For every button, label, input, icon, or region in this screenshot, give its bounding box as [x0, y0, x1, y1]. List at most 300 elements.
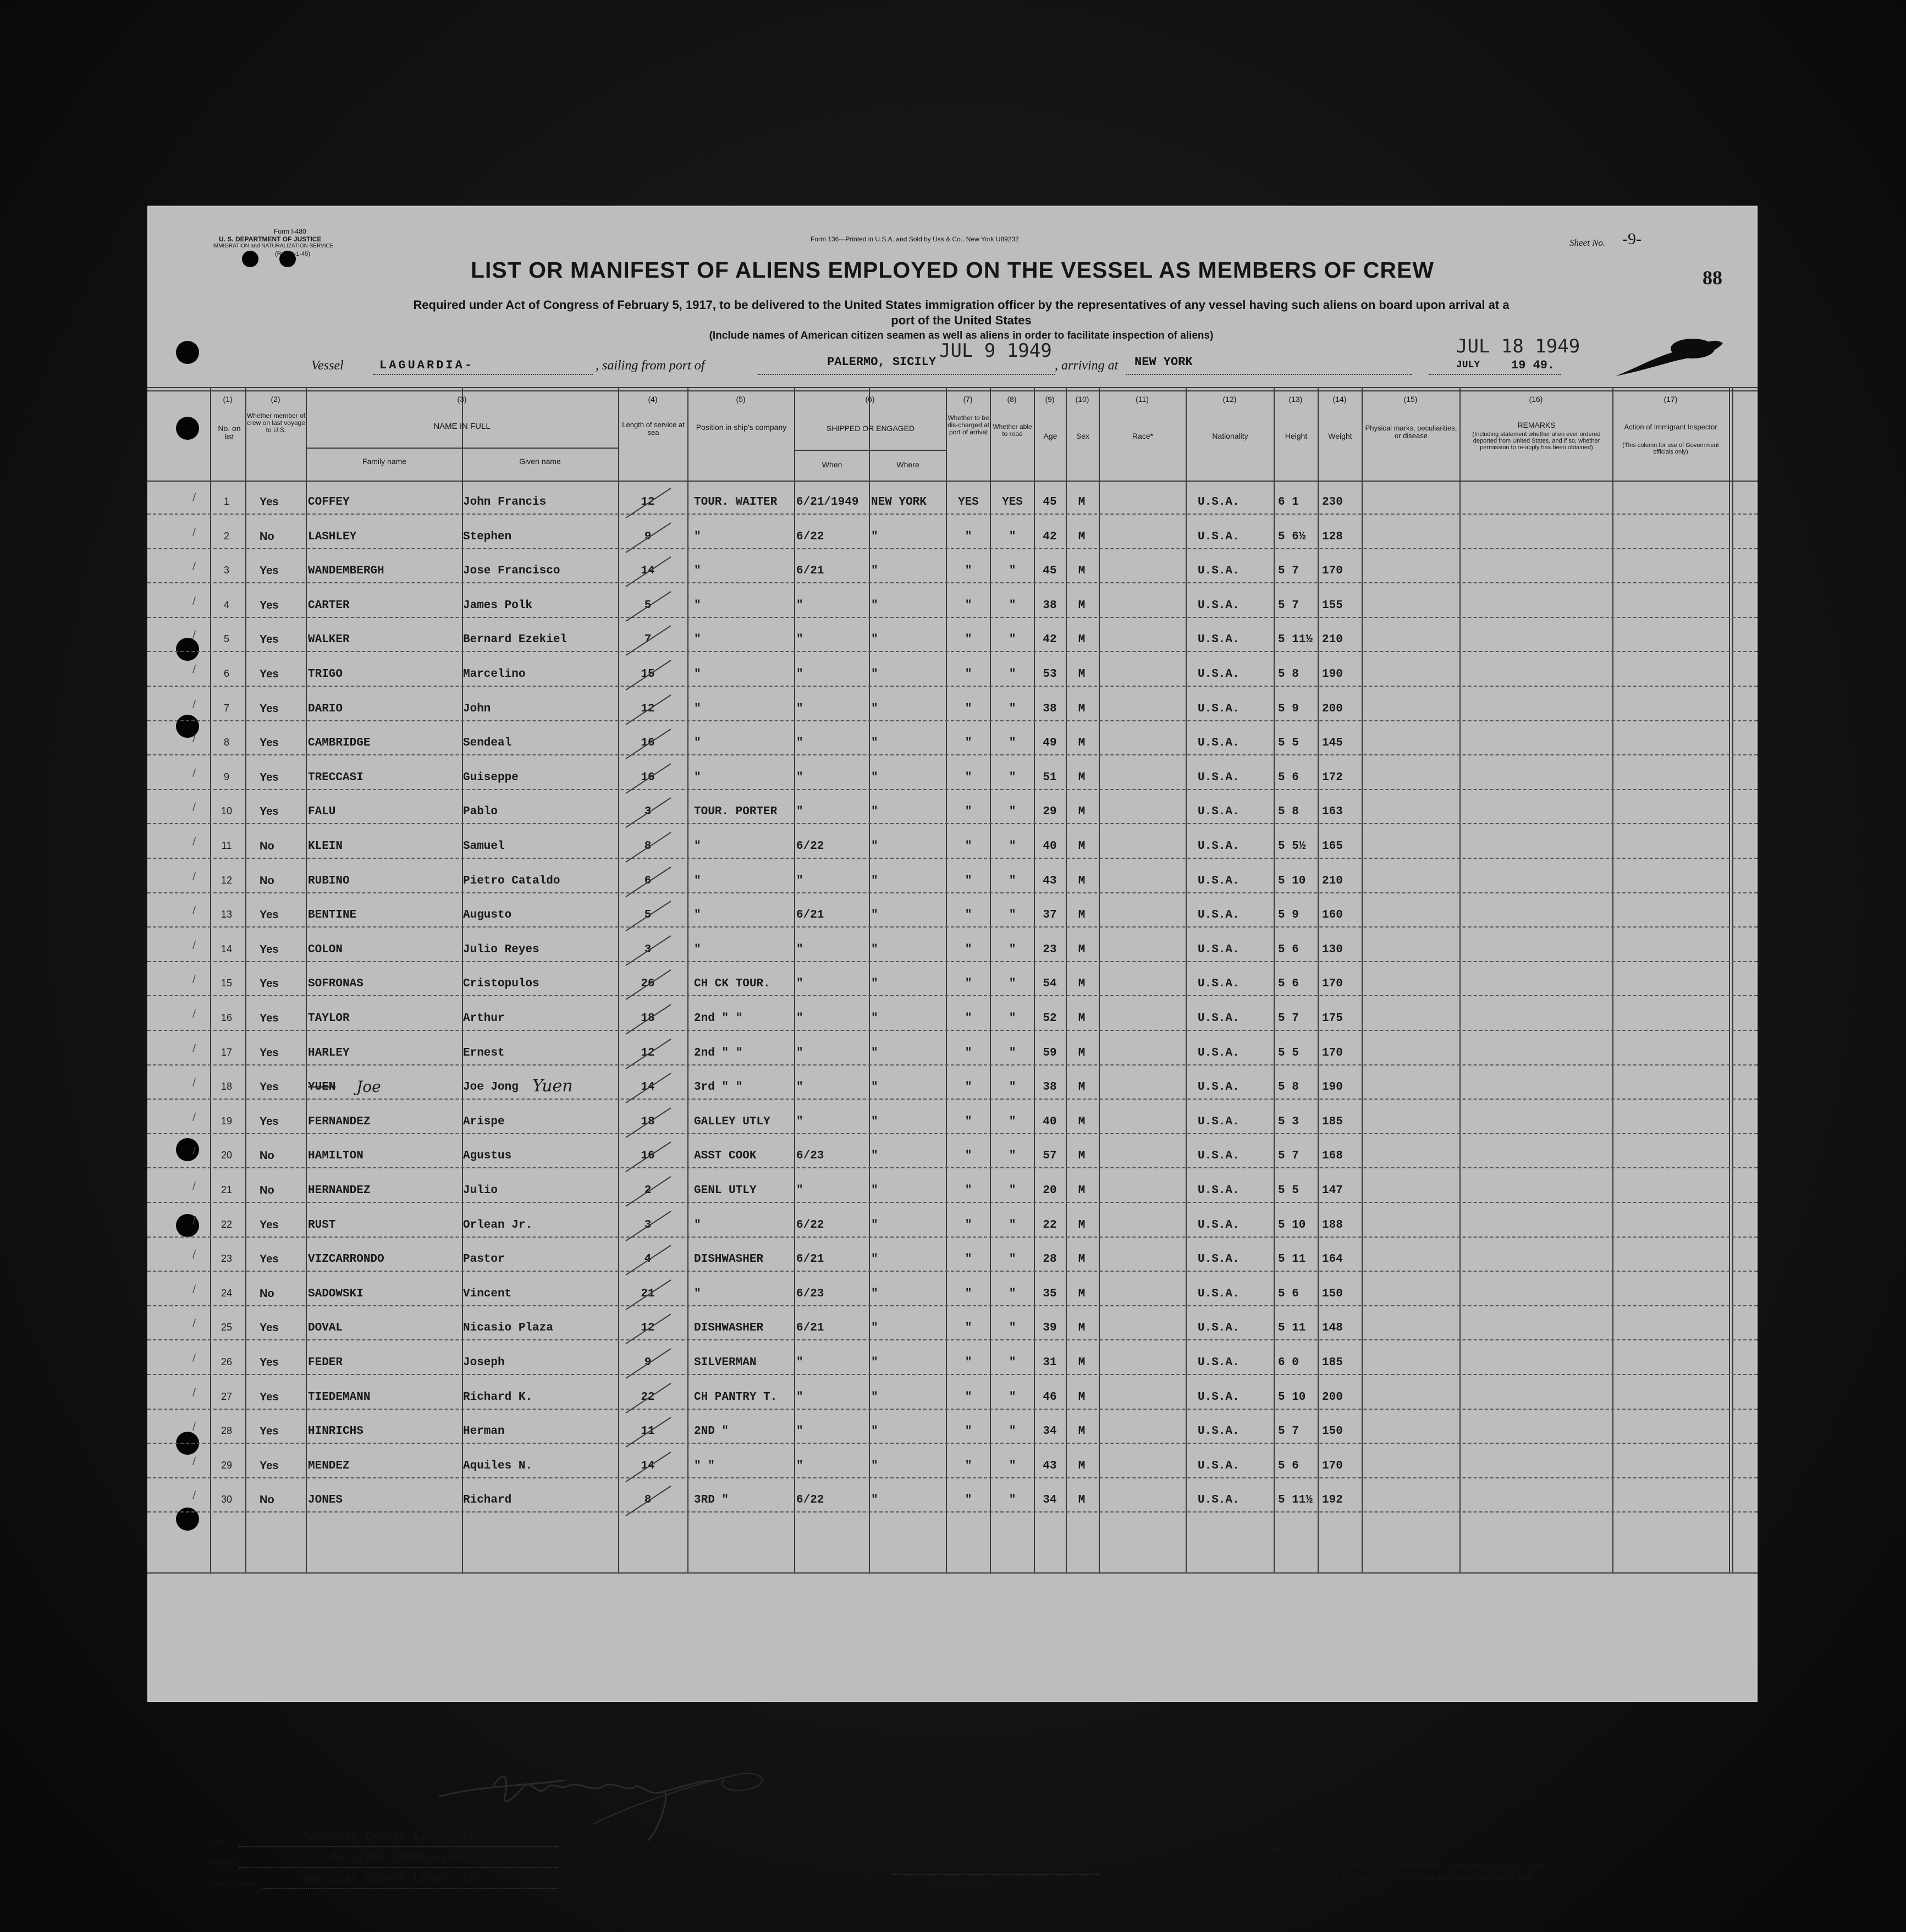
cell-when: ": [796, 599, 803, 612]
cell-prev-voyage: No: [260, 874, 274, 887]
cell-service: 9: [644, 1356, 652, 1369]
cell-read: ": [1009, 737, 1016, 750]
cell-given-name: Richard: [463, 1494, 512, 1507]
cell-when: 6/22: [796, 1218, 824, 1232]
hdr-when: When: [822, 460, 842, 469]
cell-prev-voyage: No: [260, 1494, 274, 1506]
cell-given-name: John Francis: [463, 496, 547, 509]
port-from: PALERMO, SICILY: [827, 355, 937, 369]
cell-family-name: MENDEZ: [308, 1459, 350, 1472]
cell-discharged: ": [965, 840, 972, 853]
cell-when: 6/21: [796, 565, 824, 578]
cell-sex: M: [1078, 943, 1086, 956]
cell-discharged: ": [965, 943, 972, 956]
row-number: 14: [221, 943, 233, 954]
cell-where: ": [871, 1115, 878, 1128]
row-number: 8: [223, 737, 229, 748]
row-number: 2: [223, 530, 229, 542]
cell-weight: 155: [1322, 599, 1343, 612]
cell-read: ": [1009, 1150, 1016, 1163]
pencil-check-stroke: [621, 1448, 676, 1486]
cell-age: 40: [1043, 840, 1057, 853]
cell-height: 5 6: [1278, 771, 1299, 784]
cell-read: ": [1009, 1253, 1016, 1266]
cell-discharged: ": [965, 633, 972, 647]
tick-mark: ∕: [192, 1145, 196, 1157]
cell-discharged: ": [965, 874, 972, 887]
cell-discharged: ": [965, 1218, 972, 1232]
row-number: 25: [221, 1322, 233, 1333]
cell-sex: M: [1078, 702, 1086, 715]
cell-nationality: U.S.A.: [1198, 1390, 1240, 1404]
cell-where: ": [871, 565, 878, 578]
cell-sex: M: [1078, 1459, 1086, 1472]
cell-sex: M: [1078, 1012, 1086, 1025]
column-number: (4): [648, 395, 658, 404]
cell-weight: 147: [1322, 1184, 1343, 1197]
cell-when: ": [796, 1390, 803, 1404]
column-number: (2): [271, 395, 280, 404]
cell-family-name: SADOWSKI: [308, 1287, 363, 1300]
column-divider: [1186, 387, 1187, 1572]
cell-family-name: DOVAL: [308, 1322, 343, 1335]
cell-age: 35: [1043, 1287, 1057, 1300]
cell-where: ": [871, 1494, 878, 1507]
row-rule: [147, 1511, 1758, 1513]
cell-given-name: Stephen: [463, 530, 512, 543]
hdr-service: Length of service at sea: [622, 421, 685, 437]
cell-service: 5: [644, 599, 652, 612]
pencil-check-stroke: [621, 1241, 676, 1279]
row-number: 27: [221, 1390, 233, 1402]
cell-given-name: Julio: [463, 1184, 498, 1197]
row-rule: [147, 1030, 1758, 1031]
cell-family-name: CAMBRIDGE: [308, 737, 371, 750]
cell-where: ": [871, 805, 878, 819]
cell-age: 43: [1043, 874, 1057, 887]
cell-when: ": [796, 874, 803, 887]
column-divider: [210, 387, 211, 1572]
hdr-race: Race*: [1132, 432, 1154, 440]
dept-line2: IMMIGRATION and NATURALIZATION SERVICE: [212, 243, 334, 249]
shipped-subheader-divider: [794, 450, 946, 451]
cell-when: 6/22: [796, 1494, 824, 1507]
cell-age: 57: [1043, 1150, 1057, 1163]
cell-height: 5 11½: [1278, 1494, 1313, 1507]
column-number: (6): [865, 395, 875, 404]
penalty-note-2: is punishable by a fine of ten dollars for each alien. See other side.: [1291, 1873, 1534, 1882]
hdr-height: Height: [1285, 432, 1308, 440]
cell-height: 5 8: [1278, 805, 1299, 819]
cell-age: 23: [1043, 943, 1057, 956]
cell-discharged: ": [965, 1425, 972, 1438]
cell-nationality: U.S.A.: [1198, 530, 1240, 543]
cell-prev-voyage: Yes: [260, 737, 279, 749]
cell-prev-voyage: Yes: [260, 1115, 279, 1128]
cell-weight: 168: [1322, 1150, 1343, 1163]
column-number: (9): [1045, 395, 1055, 404]
cell-read: ": [1009, 1184, 1016, 1197]
cell-nationality: U.S.A.: [1198, 943, 1240, 956]
cell-age: 34: [1043, 1425, 1057, 1438]
cell-service: 3: [644, 805, 652, 819]
table-top-border: [147, 387, 1758, 388]
pencil-check-stroke: [621, 1103, 676, 1142]
subtitle-port: port of the United States: [891, 313, 1032, 327]
row-rule: [147, 1133, 1758, 1134]
cell-service: 16: [641, 737, 655, 750]
cell-weight: 185: [1322, 1356, 1343, 1369]
pencil-check-stroke: [621, 484, 676, 522]
cell-sex: M: [1078, 1218, 1086, 1232]
pencil-check-stroke: [621, 725, 676, 763]
cell-age: 31: [1043, 1356, 1057, 1369]
cell-nationality: U.S.A.: [1198, 840, 1240, 853]
cell-service: 18: [641, 1115, 655, 1128]
footer-owners-value: U.S.Maritime Commission,: [302, 1852, 469, 1864]
tick-mark: ∕: [192, 870, 196, 882]
cell-weight: 210: [1322, 633, 1343, 647]
row-number: 5: [223, 633, 229, 645]
column-number: (15): [1403, 395, 1418, 404]
cell-prev-voyage: Yes: [260, 1322, 279, 1334]
cell-when: ": [796, 805, 803, 819]
cell-read: ": [1009, 565, 1016, 578]
pencil-check-stroke: [621, 656, 676, 694]
column-divider: [1034, 387, 1035, 1572]
cell-given-name: Samuel: [463, 840, 505, 853]
cell-sex: M: [1078, 1046, 1086, 1059]
handwritten-given-correction: Yuen: [532, 1077, 573, 1096]
cell-nationality: U.S.A.: [1198, 565, 1240, 578]
cell-height: 5 7: [1278, 599, 1299, 612]
cell-height: 6 1: [1278, 496, 1299, 509]
cell-prev-voyage: Yes: [260, 1012, 279, 1024]
cell-nationality: U.S.A.: [1198, 771, 1240, 784]
cell-nationality: U.S.A.: [1198, 1218, 1240, 1232]
footer-owners-label: Owners: [208, 1857, 237, 1868]
cell-family-name: JONES: [308, 1494, 343, 1507]
cell-height: 5 5: [1278, 1046, 1299, 1059]
pencil-check-stroke: [621, 1344, 676, 1383]
tick-mark: ∕: [192, 1421, 196, 1433]
cell-sex: M: [1078, 1425, 1086, 1438]
cell-age: 42: [1043, 633, 1057, 647]
cell-age: 34: [1043, 1494, 1057, 1507]
cell-discharged: ": [965, 737, 972, 750]
cell-discharged: ": [965, 1494, 972, 1507]
column-number: (7): [963, 395, 973, 404]
cell-nationality: U.S.A.: [1198, 1287, 1240, 1300]
cell-where: ": [871, 771, 878, 784]
cell-read: ": [1009, 1494, 1016, 1507]
row-number: 18: [221, 1081, 233, 1092]
cell-family-name: TIEDEMANN: [308, 1390, 371, 1404]
cell-age: 52: [1043, 1012, 1057, 1025]
tick-mark: ∕: [192, 1283, 196, 1295]
cell-where: ": [871, 1081, 878, 1094]
hdr-sex: Sex: [1076, 432, 1090, 440]
cell-position: ": [694, 565, 701, 578]
row-rule: [147, 1271, 1758, 1272]
cell-read: ": [1009, 1081, 1016, 1094]
row-number: 28: [221, 1425, 233, 1437]
hdr-physical: Physical marks, peculiarities, or disease: [1365, 424, 1457, 440]
cell-when: ": [796, 1356, 803, 1369]
cell-when: 6/22: [796, 530, 824, 543]
tick-mark: ∕: [192, 1489, 196, 1502]
tick-mark: ∕: [192, 664, 196, 675]
tick-mark: ∕: [192, 1042, 196, 1054]
vessel-label: Vessel: [311, 358, 344, 373]
column-divider: [1099, 387, 1100, 1572]
row-rule: [147, 995, 1758, 996]
cell-nationality: U.S.A.: [1198, 1253, 1240, 1266]
cell-when: ": [796, 1459, 803, 1472]
cell-age: 38: [1043, 1081, 1057, 1094]
cell-age: 20: [1043, 1184, 1057, 1197]
cell-sex: M: [1078, 1287, 1086, 1300]
cell-when: 6/23: [796, 1287, 824, 1300]
cell-height: 5 5: [1278, 737, 1299, 750]
cell-service: 14: [641, 1459, 655, 1472]
cell-discharged: ": [965, 1356, 972, 1369]
cell-age: 45: [1043, 496, 1057, 509]
cell-when: 6/22: [796, 840, 824, 853]
cell-read: ": [1009, 874, 1016, 887]
cell-read: ": [1009, 1012, 1016, 1025]
cell-read: ": [1009, 978, 1016, 991]
cell-weight: 170: [1322, 1459, 1343, 1472]
cell-weight: 188: [1322, 1218, 1343, 1232]
cell-sex: M: [1078, 840, 1086, 853]
column-number: (12): [1222, 395, 1237, 404]
cell-weight: 210: [1322, 874, 1343, 887]
table-bottom-border: [147, 1572, 1758, 1574]
cell-where: ": [871, 840, 878, 853]
cell-weight: 148: [1322, 1322, 1343, 1335]
cell-weight: 163: [1322, 805, 1343, 819]
cell-family-name: RUST: [308, 1218, 336, 1232]
pencil-check-stroke: [621, 793, 676, 832]
cell-when: ": [796, 771, 803, 784]
cell-given-name: Arispe: [463, 1115, 505, 1128]
cell-height: 5 3: [1278, 1115, 1299, 1128]
cell-weight: 192: [1322, 1494, 1343, 1507]
cell-position: ": [694, 840, 701, 853]
cell-given-name: John: [463, 702, 491, 715]
tick-mark: ∕: [192, 1111, 196, 1123]
row-number: 10: [221, 805, 233, 817]
cell-given-name: Pablo: [463, 805, 498, 819]
cell-position: GENL UTLY: [694, 1184, 757, 1197]
cell-weight: 200: [1322, 702, 1343, 715]
cell-weight: 165: [1322, 840, 1343, 853]
cell-read: ": [1009, 909, 1016, 922]
cell-position: 3RD ": [694, 1494, 729, 1507]
cell-where: ": [871, 530, 878, 543]
penalty-note-1: NOTE.—Failure to furnish full or correct information in columns (3), (5), (6), and (7): [1253, 1861, 1555, 1870]
pencil-check-stroke: [621, 759, 676, 798]
hdr-remarks-detail: (Including statement whether alien ever ordered deported from United States, and if so, whether permission to re-apply has been obtained): [1472, 431, 1601, 451]
row-number: 1: [223, 496, 229, 507]
cell-service: 11: [641, 1425, 655, 1438]
column-divider: [1362, 387, 1363, 1572]
cell-service: 8: [644, 840, 652, 853]
cell-height: 5 9: [1278, 702, 1299, 715]
cell-weight: 164: [1322, 1253, 1343, 1266]
cell-when: ": [796, 978, 803, 991]
cell-sex: M: [1078, 909, 1086, 922]
tick-mark: ∕: [192, 1008, 196, 1019]
row-number: 13: [221, 909, 233, 920]
row-rule: [147, 858, 1758, 859]
cell-where: ": [871, 943, 878, 956]
cell-prev-voyage: No: [260, 1287, 274, 1300]
cell-height: 5 7: [1278, 1425, 1299, 1438]
cell-when: ": [796, 1046, 803, 1059]
cell-height: 5 11: [1278, 1253, 1306, 1266]
cell-family-name: HINRICHS: [308, 1425, 363, 1438]
row-rule: [147, 582, 1758, 583]
pencil-check-stroke: [621, 1276, 676, 1314]
tick-mark: ∕: [192, 1386, 196, 1398]
cell-prev-voyage: Yes: [260, 599, 279, 611]
cell-prev-voyage: Yes: [260, 1390, 279, 1403]
cell-nationality: U.S.A.: [1198, 1184, 1240, 1197]
cell-read: ": [1009, 530, 1016, 543]
form-id: Form I-480: [274, 228, 306, 235]
cell-prev-voyage: Yes: [260, 1459, 279, 1472]
cell-read: ": [1009, 599, 1016, 612]
cell-service: 12: [641, 1322, 655, 1335]
tick-mark: ∕: [192, 732, 196, 744]
cell-service: 12: [641, 1046, 655, 1059]
pencil-check-stroke: [621, 931, 676, 970]
hdr-nationality: Nationality: [1212, 432, 1248, 440]
tick-mark: ∕: [192, 1249, 196, 1261]
cell-age: 38: [1043, 702, 1057, 715]
cell-age: 46: [1043, 1390, 1057, 1404]
cell-given-name: Joseph: [463, 1356, 505, 1369]
cell-where: ": [871, 1218, 878, 1232]
row-rule: [147, 892, 1758, 893]
cell-discharged: ": [965, 1459, 972, 1472]
handwritten-family-correction: Joe: [356, 1078, 381, 1096]
footer-line-value: American Export Lines, Inc.: [302, 1831, 490, 1843]
cell-family-name: FALU: [308, 805, 336, 819]
cell-given-name: Jose Francisco: [463, 565, 560, 578]
tick-mark: ∕: [192, 526, 196, 538]
cell-given-name: Richard K.: [463, 1390, 533, 1404]
row-rule: [147, 1167, 1758, 1168]
cell-read: ": [1009, 805, 1016, 819]
cell-nationality: U.S.A.: [1198, 1425, 1240, 1438]
cell-given-name: Ernest: [463, 1046, 505, 1059]
cell-height: 5 10: [1278, 1390, 1306, 1404]
column-number: (10): [1075, 395, 1089, 404]
cell-discharged: ": [965, 668, 972, 681]
pencil-check-stroke: [621, 1207, 676, 1245]
cell-nationality: U.S.A.: [1198, 1459, 1240, 1472]
cell-weight: 150: [1322, 1287, 1343, 1300]
sailing-label: , sailing from port of: [596, 358, 705, 373]
row-rule: [147, 651, 1758, 652]
cell-position: " ": [694, 1459, 715, 1472]
manifest-sheet: [147, 206, 1758, 1889]
row-number: 12: [221, 874, 233, 886]
cell-discharged: YES: [958, 496, 979, 509]
cell-position: ": [694, 874, 701, 887]
cell-position: 2ND ": [694, 1425, 729, 1438]
tick-mark: ∕: [192, 698, 196, 710]
cell-age: 37: [1043, 909, 1057, 922]
column-number: (8): [1007, 395, 1017, 404]
cell-service: 18: [641, 1012, 655, 1025]
pencil-check-stroke: [621, 691, 676, 729]
cell-read: ": [1009, 1322, 1016, 1335]
cell-given-name: Vincent: [463, 1287, 512, 1300]
cell-service: 22: [641, 1390, 655, 1404]
column-divider: [1612, 387, 1613, 1572]
cell-given-name: Sendeal: [463, 737, 512, 750]
tick-mark: ∕: [192, 1455, 196, 1467]
tick-mark: ∕: [192, 1352, 196, 1364]
cell-read: ": [1009, 1425, 1016, 1438]
cell-position: ": [694, 599, 701, 612]
cell-read: ": [1009, 1287, 1016, 1300]
pencil-check-stroke: [621, 1413, 676, 1451]
tick-mark: ∕: [192, 973, 196, 985]
cell-height: 6 0: [1278, 1356, 1299, 1369]
column-divider: [687, 387, 688, 1572]
cell-weight: 160: [1322, 909, 1343, 922]
pencil-check-stroke: [621, 518, 676, 557]
cell-weight: 128: [1322, 530, 1343, 543]
cell-service: 15: [641, 668, 655, 681]
cell-age: 29: [1043, 805, 1057, 819]
cell-sex: M: [1078, 668, 1086, 681]
row-number: 3: [223, 565, 229, 576]
cell-height: 5 7: [1278, 565, 1299, 578]
column-divider: [306, 387, 307, 1572]
row-number: 6: [223, 668, 229, 679]
cell-when: 6/21: [796, 1322, 824, 1335]
cell-nationality: U.S.A.: [1198, 805, 1240, 819]
cell-where: ": [871, 1425, 878, 1438]
cell-when: ": [796, 1184, 803, 1197]
cell-nationality: U.S.A.: [1198, 909, 1240, 922]
cell-weight: 175: [1322, 1012, 1343, 1025]
cell-height: 5 5: [1278, 1184, 1299, 1197]
cell-read: ": [1009, 633, 1016, 647]
cell-read: YES: [1002, 496, 1023, 509]
cell-given-name: Bernard Ezekiel: [463, 633, 568, 647]
cell-position: ": [694, 1287, 701, 1300]
cell-nationality: U.S.A.: [1198, 496, 1240, 509]
inspector-label: Immigrant Inspector.: [927, 1877, 996, 1886]
column-divider: [794, 387, 795, 1572]
tick-mark: ∕: [192, 492, 196, 503]
cell-prev-voyage: Yes: [260, 909, 279, 921]
cell-prev-voyage: Yes: [260, 668, 279, 680]
cell-position: DISHWASHER: [694, 1322, 764, 1335]
cell-weight: 170: [1322, 1046, 1343, 1059]
row-rule: [147, 961, 1758, 962]
row-rule: [147, 926, 1758, 928]
cell-height: 5 5½: [1278, 840, 1306, 853]
cell-where: ": [871, 874, 878, 887]
